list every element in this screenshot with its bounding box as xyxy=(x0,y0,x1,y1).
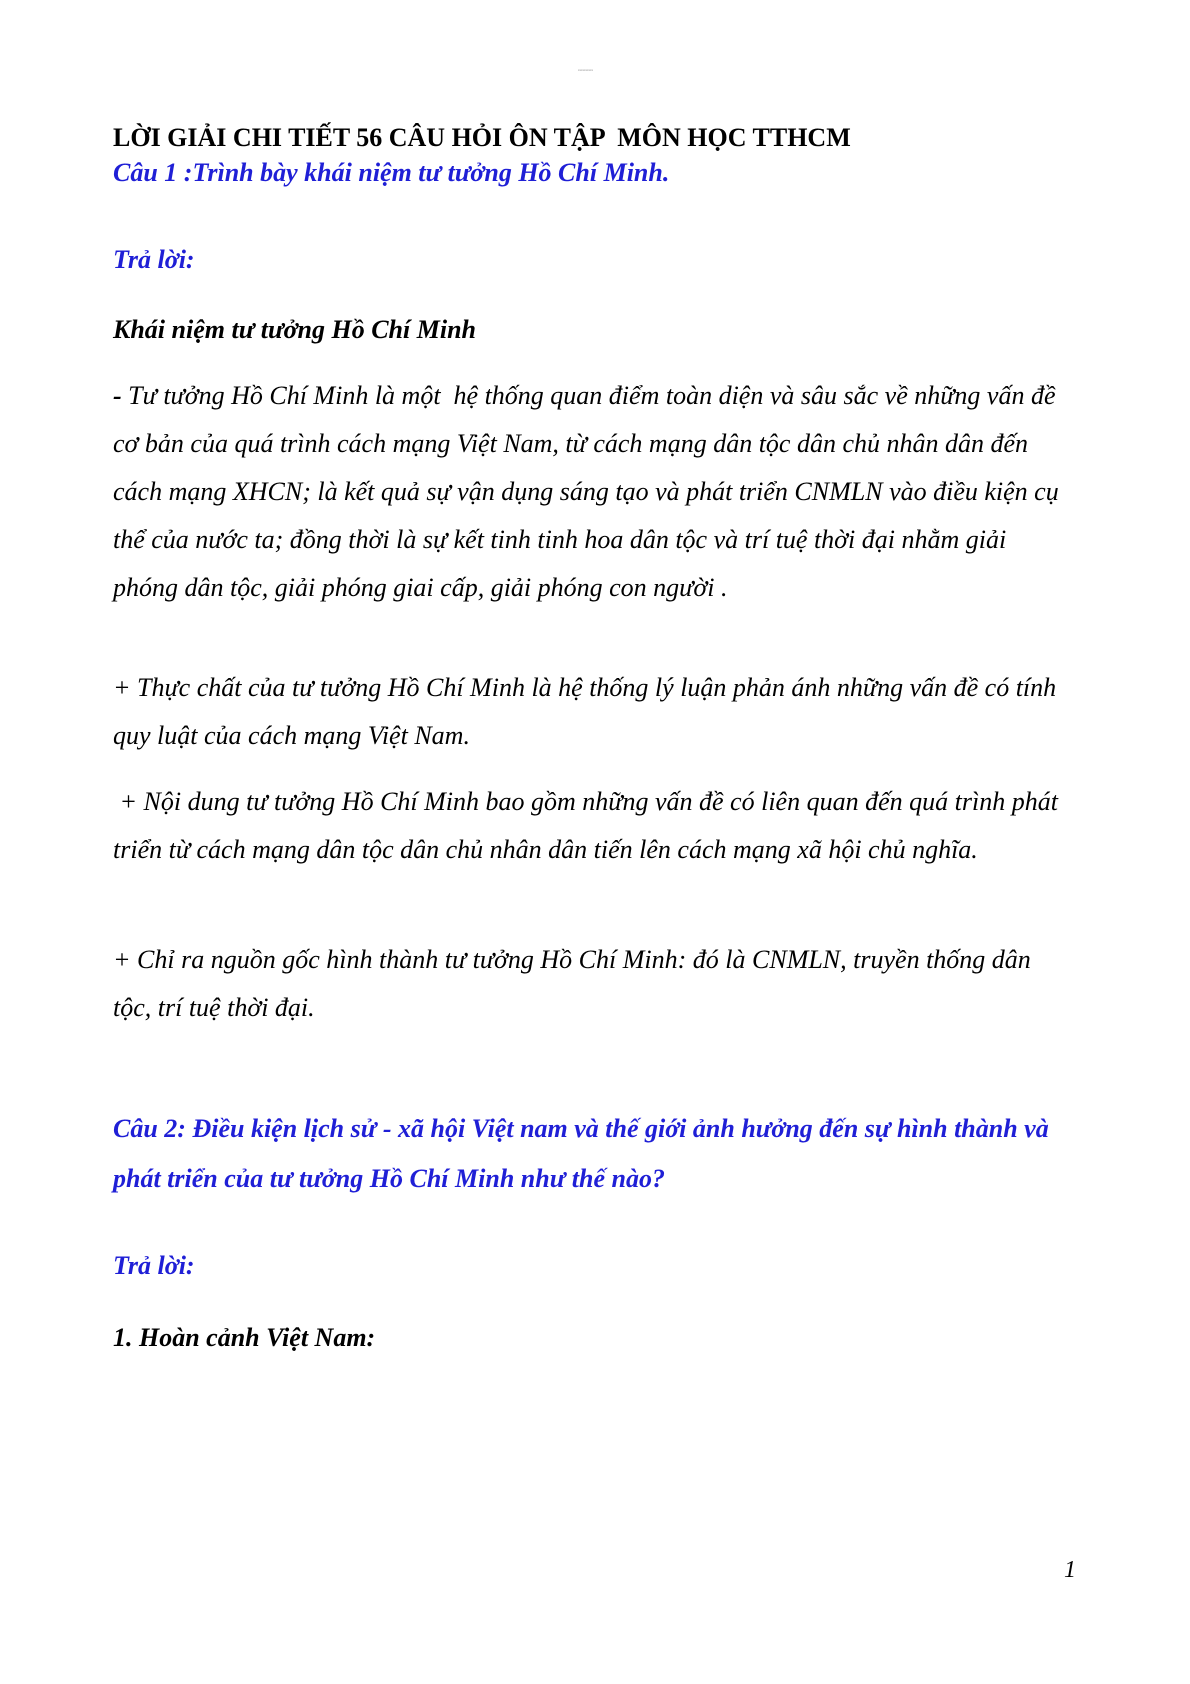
question-2: Câu 2: Điều kiện lịch sử - xã hội Việt nam và thế giới ảnh hưởng đến sự hình thành và phát triển của tư tưởng Hồ Chí Minh như thế nào? xyxy=(113,1114,1049,1193)
header-mark: xxxxxxxxxx xyxy=(578,68,593,72)
answer-label-2: Trả lời: xyxy=(113,1251,195,1280)
question-1: Câu 1 :Trình bày khái niệm tư tưởng Hồ Chí Minh. xyxy=(113,158,670,187)
answer-label-1: Trả lời: xyxy=(113,245,195,274)
document-title: LỜI GIẢI CHI TIẾT 56 CÂU HỎI ÔN TẬP MÔN HỌC TTHCM xyxy=(113,123,851,152)
section-heading-vietnam-context: 1. Hoàn cảnh Việt Nam: xyxy=(113,1323,376,1352)
paragraph-concept-definition xyxy=(113,372,1068,612)
page-number: 1 xyxy=(1064,1557,1076,1583)
section-heading-concept: Khái niệm tư tưởng Hồ Chí Minh xyxy=(113,315,476,344)
paragraph-origins: + Chỉ ra nguồn gốc hình thành tư tưởng Hồ Chí Minh: đó là CNMLN, truyền thống dân tộc, trí tuệ thời đại. xyxy=(113,945,1038,1022)
paragraph-content: + Nội dung tư tưởng Hồ Chí Minh bao gồm những vấn đề có liên quan đến quá trình phát triển từ cách mạng dân tộc dân chủ nhân dân tiến lên cách mạng xã hội chủ nghĩa. xyxy=(113,787,1065,864)
paragraph-essence: + Thực chất của tư tưởng Hồ Chí Minh là hệ thống lý luận phản ánh những vấn đề có tính quy luật của cách mạng Việt Nam. xyxy=(113,673,1063,750)
paragraph-concept-text: Tư tưởng Hồ Chí Minh là một hệ thống quan điểm toàn diện và sâu sắc về những vấn đề cơ bản của quá trình cách mạng Việt Nam, từ cách mạng dân tộc dân chủ nhân dân đến cách mạng XHCN; là kết quả sự vận dụng sáng tạo và phát triển CNMLN vào điều kiện cụ thể của nước ta; đồng thời là sự kết tinh tinh hoa dân tộc và trí tuệ thời đại nhằm giải phóng dân tộc, giải phóng giai cấp, giải phóng con người . xyxy=(113,381,1066,602)
dash-marker: - xyxy=(113,381,122,410)
